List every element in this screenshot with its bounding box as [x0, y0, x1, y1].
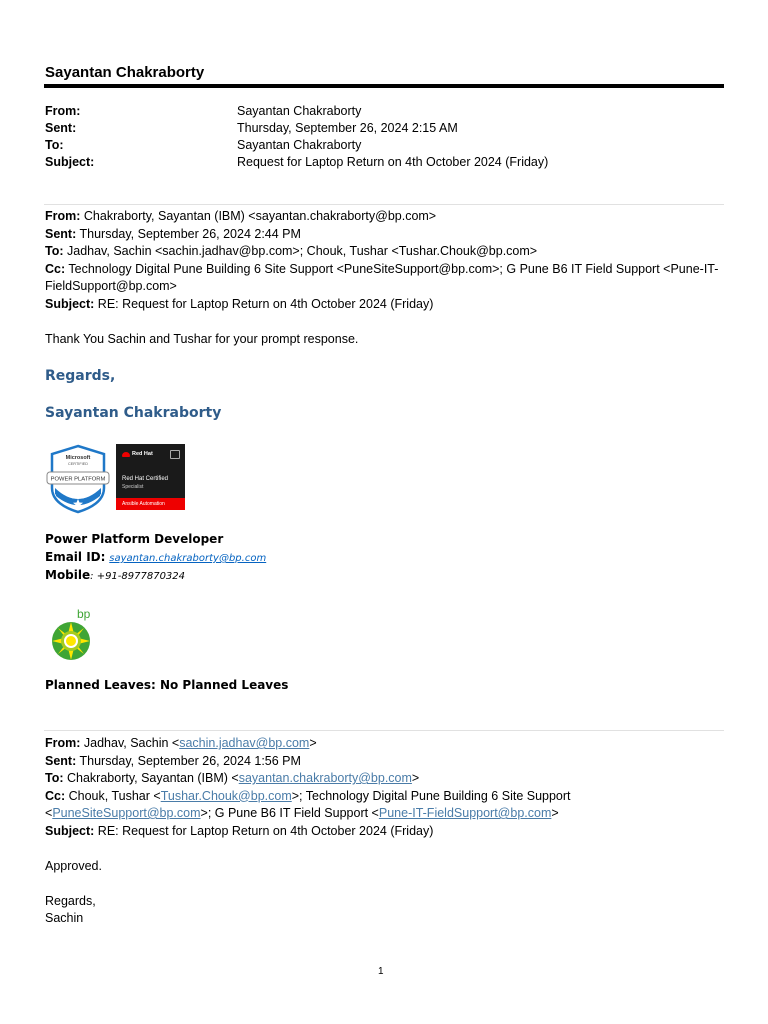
- message1-cc-label: Cc:: [45, 261, 66, 276]
- bp-logo-icon: [50, 604, 94, 662]
- title-rule: [44, 84, 724, 88]
- message2-cc-mid2: >; G Pune B6 IT Field Support <: [200, 806, 379, 820]
- ms-badge-ribbon-text: POWER PLATFORM: [50, 476, 106, 483]
- message2-from: [45, 735, 725, 753]
- microsoft-power-platform-badge-icon: [46, 444, 110, 514]
- certificate-icon: [170, 450, 180, 459]
- message1-cc-value: Technology Digital Pune Building 6 Site Support <PuneSiteSupport@bp.com>; G Pune B6 IT Field Support <Pune-IT-FieldSupport@bp.com>: [45, 261, 719, 293]
- certification-badges: [46, 444, 185, 514]
- red-hat-cert-text: Red Hat Certified: [122, 476, 169, 482]
- signature-mobile-value: : +91-8977870324: [90, 571, 186, 582]
- message2-cc-label: Cc:: [45, 788, 66, 803]
- message1-from: [45, 208, 725, 226]
- ms-badge-line1: Microsoft: [65, 455, 91, 461]
- message2-subject: [45, 823, 725, 841]
- planned-leaves: [45, 678, 288, 692]
- red-hat-brand: [122, 451, 153, 457]
- header-subject-row: [45, 154, 548, 171]
- message2-subject-value: RE: Request for Laptop Return on 4th October 2024 (Friday): [94, 823, 434, 838]
- ms-badge-line2: CERTIFIED: [68, 462, 88, 466]
- message2-header: [45, 735, 725, 840]
- message1-subject-label: Subject:: [45, 296, 95, 311]
- signature-role-text: Power Platform Developer: [45, 532, 224, 546]
- message1-subject-value: RE: Request for Laptop Return on 4th October 2024 (Friday): [94, 296, 434, 311]
- header-subject-value: Request for Laptop Return on 4th October 2024 (Friday): [237, 155, 549, 169]
- message1-to: [45, 243, 725, 261]
- message2-from-suffix: >: [309, 736, 317, 750]
- message2-from-label: From:: [45, 736, 81, 750]
- signature-mobile-label: Mobile: [45, 568, 91, 582]
- header-sent-label: Sent:: [45, 121, 77, 135]
- header-subject-label: Subject:: [45, 155, 95, 169]
- header-to-label: To:: [45, 138, 64, 152]
- message2-to-suffix: >: [411, 771, 420, 785]
- signature-name: Sayantan Chakraborty: [45, 405, 222, 421]
- message2-cc: [45, 788, 725, 806]
- message2-sent: [45, 753, 725, 771]
- red-hat-bar-text: Ansible Automation: [116, 498, 185, 510]
- message2-cc-prefix: Chouk, Tushar <: [65, 788, 161, 803]
- header-from-row: [45, 103, 548, 120]
- message-separator: [44, 204, 724, 205]
- message1-from-label: From:: [45, 209, 81, 223]
- signature-email-label: Email ID:: [45, 550, 106, 564]
- message1-body: Thank You Sachin and Tushar for your prompt response.: [45, 332, 359, 346]
- signature-email-link[interactable]: sayantan.chakraborty@bp.com: [109, 553, 267, 564]
- message2-cc-suffix: >: [551, 806, 559, 820]
- message2-from-email-link[interactable]: sachin.jadhav@bp.com: [179, 736, 310, 750]
- header-from-label: From:: [45, 104, 81, 118]
- signature-email: [45, 550, 266, 564]
- message1-cc: [45, 261, 725, 296]
- message1-sent-value: Thursday, September 26, 2024 2:44 PM: [76, 226, 301, 241]
- message1-sent: [45, 226, 725, 244]
- message2-to-label: To:: [45, 771, 64, 785]
- message2-cc-email3-link[interactable]: Pune-IT-FieldSupport@bp.com: [378, 806, 552, 820]
- message2-signoff: Sachin: [45, 911, 84, 925]
- message2-cc-mid1: >; Technology Digital Pune Building 6 Site Support: [291, 788, 571, 803]
- message1-subject: [45, 296, 725, 314]
- message2-to: [45, 770, 725, 788]
- message1-from-value: Chakraborty, Sayantan (IBM) <sayantan.chakraborty@bp.com>: [80, 209, 437, 223]
- message2-sent-label: Sent:: [45, 753, 77, 768]
- message-separator: [44, 730, 724, 731]
- message2-regards: Regards,: [45, 894, 96, 908]
- header-to-row: [45, 137, 548, 154]
- message2-sent-value: Thursday, September 26, 2024 1:56 PM: [76, 753, 301, 768]
- signature-role: [45, 532, 223, 546]
- message2-body: Approved.: [45, 859, 102, 873]
- header-sent-row: [45, 120, 548, 137]
- message2-cc-email1-link[interactable]: Tushar.Chouk@bp.com: [160, 788, 292, 803]
- signature-regards: Regards,: [45, 368, 116, 384]
- red-hat-spec-text: Specialist: [122, 484, 144, 490]
- print-header: [45, 103, 548, 171]
- red-hat-certified-badge: [116, 444, 185, 510]
- signature-mobile: [45, 568, 185, 582]
- header-to-value: Sayantan Chakraborty: [237, 138, 362, 152]
- message2-cc-lt: <: [45, 806, 53, 820]
- planned-leaves-text: Planned Leaves: No Planned Leaves: [45, 678, 289, 692]
- message2-to-prefix: Chakraborty, Sayantan (IBM) <: [63, 771, 239, 785]
- message2-subject-label: Subject:: [45, 823, 95, 838]
- message2-cc-email2-link[interactable]: PuneSiteSupport@bp.com: [52, 806, 201, 820]
- message2-cc-cont: [45, 805, 725, 823]
- red-hat-logo-icon: [122, 452, 130, 457]
- message1-to-label: To:: [45, 244, 64, 258]
- message1-header: [45, 208, 725, 313]
- red-hat-brand-text: Red Hat: [132, 451, 153, 457]
- document-title: Sayantan Chakraborty: [45, 64, 205, 81]
- header-from-value: Sayantan Chakraborty: [237, 104, 362, 118]
- message2-from-prefix: Jadhav, Sachin <: [80, 736, 180, 750]
- bp-logo-text: bp: [77, 607, 91, 621]
- message1-sent-label: Sent:: [45, 226, 77, 241]
- header-sent-value: Thursday, September 26, 2024 2:15 AM: [237, 121, 458, 135]
- message1-to-value: Jadhav, Sachin <sachin.jadhav@bp.com>; Chouk, Tushar <Tushar.Chouk@bp.com>: [63, 244, 538, 258]
- message2-to-email-link[interactable]: sayantan.chakraborty@bp.com: [238, 771, 412, 785]
- page-number: 1: [378, 966, 384, 977]
